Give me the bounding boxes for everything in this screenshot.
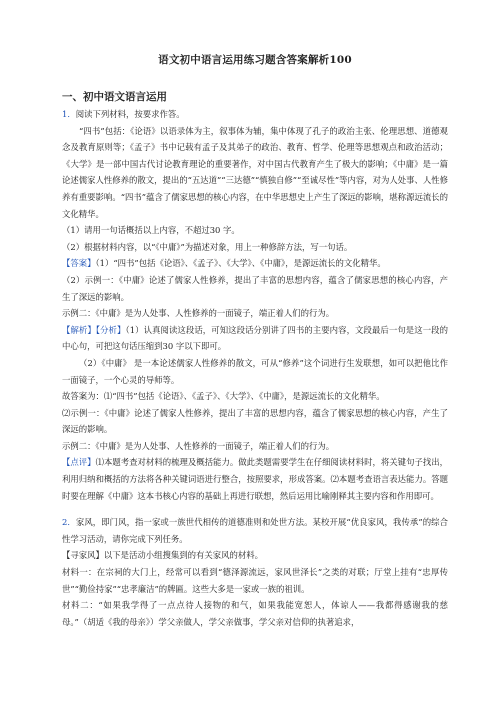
comment-text: ⑴本题考查对材料的梳理及概括能力。做此类题需要学生在仔细阅读材料时，将关键句子找出，利用归纳和概括的方法将各种关键词语进行整合，按照要求，形成答案。⑵本题考查语言表达能力。答题时要在理解《中庸》这本书核心内容的基础上再进行联想，然后运用比喻刚释其主要内容和作用即可。 [62, 457, 449, 501]
answer-label: 【答案】 [62, 258, 96, 269]
analysis-part-2: （2）《中庸》 是一本论述儒家人性修养的散文，可从“修养”这个词进行生发联想，如可以把他比作一面镜子，一个心灵的导师等。 [62, 357, 448, 385]
answer-example-2: 示例二：《中庸》是为人处事、人性修养的一面镜子，端正着人们的行为。 [62, 308, 335, 319]
sub-question-2: （2）根据材料内容，以“《中庸》”为描述对象，用上一种修辞方法，写一句话。 [62, 241, 353, 252]
task-paragraph [62, 547, 448, 564]
task-text: 以下是活动小组搜集到的有关家风的材料。 [103, 550, 263, 561]
material-2: 材料二：“如果我学得了一点点待人接物的和气，如果我能宽恕人，体谅人——我都得感谢我的慈母。”（胡适《我的母亲》）学父亲做人，学父亲做事，学父亲对信仰的执著追求， [62, 600, 448, 627]
final-answer-1: 故答案为：⑴“四书”包括《论语》、《孟子》、《大学》、《中庸》，是源远流长的文化精华。 [62, 391, 385, 402]
answer-text: （1）“四书”包括《论语》、《孟子》、《大学》、《中庸》，是源远流长的文化精华。 [95, 258, 386, 269]
question-1-number: 1． [62, 109, 76, 119]
sub-question-1: （1）请用一句话概括以上内容，不超过30 字。 [62, 225, 240, 236]
answer-example-1: （2）示例一：《中庸》论述了儒家人性修养，提出了丰富的思想内容，蕴含了儒家思想的核心内容，产生了深远的影响。 [62, 274, 448, 302]
task-label: 【寻家风】 [62, 550, 104, 561]
comment-label: 【点评】 [62, 457, 96, 468]
section-gap [62, 504, 448, 514]
answer-paragraph [62, 255, 448, 272]
document-title: 语文初中语言运用练习题含答案解析100 [158, 54, 352, 66]
analysis-text: （1）认真阅读这段话，可知这段话分别讲了四书的主要内容，文段最后一句是这一段的中心句，可把这句话压缩到30 字以下即可。 [62, 324, 448, 352]
final-answer-3: 示例二：《中庸》是为人处事、人性修养的一面镜子，端正着人们的行为。 [62, 440, 335, 451]
section-heading: 一、初中语文语言运用 [62, 91, 167, 103]
analysis-label: 【解析】【分析】 [62, 324, 126, 335]
question-2-prompt-text: 家风，即门风，指一家或一族世代相传的道德准则和处世方法。某校开展“优良家风，我传承”的综合性学习活动，请你完成下列任务。 [62, 517, 448, 544]
question-2-prompt [62, 514, 448, 547]
question-1-material: “四书”包括：《论语》以语录体为主，叙事体为辅，集中体现了孔子的政治主张、伦理思想、道德观念及教育原则等；《孟子》书中记载有孟子及其弟子的政治、教育、哲学、伦理等思想观点和政治活动；《大学》是一部中国古代讨论教育理论的重要著作，对中国古代教育产生了极大的影响；《中庸》是一篇论述儒家人性修养的散文，提出的“五达道”“三达德”“慎独自修”“至诚尽性”等内容，对为人处事、人性修养有重要影响。“四书”蕴含了儒家思想的核心内容，在中华思想史上产生了深远的影响，堪称源远流长的文化精华。 [62, 125, 448, 219]
material-1: 材料一：在宗祠的大门上，经常可以看到“德泽源流远，家风世泽长”之类的对联；厅堂上挂有“忠厚传世”“勤俭持家”“忠孝廉洁”的牌匾。这些大多是一家或一族的祖训。 [62, 567, 448, 594]
analysis-paragraph [62, 322, 448, 355]
question-1-prompt [62, 106, 448, 123]
comment-paragraph [62, 454, 448, 504]
final-answer-2: ⑵示例一：《中庸》论述了儒家人性修养，提出了丰富的思想内容，蕴含了儒家思想的核心内容，产生了深远的影响。 [62, 407, 448, 435]
question-2-number: 2． [62, 517, 76, 528]
question-1-prompt-text: 阅读下列材料，按要求作答。 [75, 109, 185, 119]
